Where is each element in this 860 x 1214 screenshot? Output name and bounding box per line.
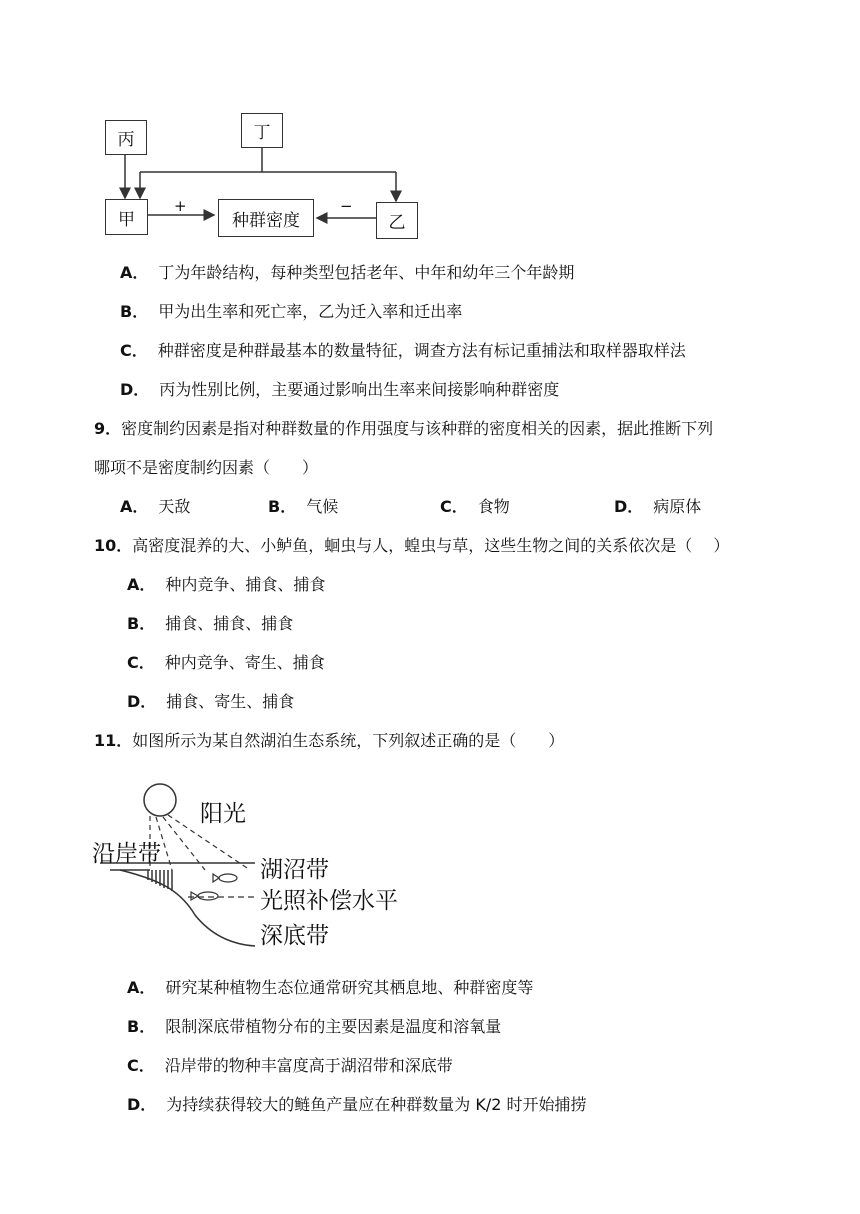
fish-icon <box>213 874 237 882</box>
q9-stem-line1 <box>94 416 713 439</box>
box-yi: 乙 <box>376 202 418 239</box>
option-key: D． <box>127 1095 157 1114</box>
q8-option-d <box>120 377 559 400</box>
option-key: D． <box>127 692 157 711</box>
q8-option-a <box>120 260 574 283</box>
option-key: C． <box>127 653 155 672</box>
q11-option-b <box>127 1014 501 1037</box>
option-text: 种内竞争、捕食、捕食 <box>165 575 326 594</box>
option-key: B． <box>268 497 297 516</box>
option-text: 食物 <box>477 497 510 516</box>
box-ding: 丁 <box>241 113 283 148</box>
plus-sign: + <box>174 197 187 215</box>
question-text: 如图所示为某自然湖泊生态系统，下列叙述正确的是（ ） <box>132 731 565 750</box>
option-text: 研究某种植物生态位通常研究其栖息地、种群密度等 <box>165 978 534 997</box>
lake-bottom <box>120 870 255 946</box>
option-key: C． <box>127 1056 155 1075</box>
q11-option-d <box>127 1092 587 1115</box>
q9-stem-line2: 哪项不是密度制约因素（ ） <box>94 458 319 477</box>
option-key: B． <box>127 614 156 633</box>
option-key: A． <box>127 978 156 997</box>
option-key: A． <box>120 497 149 516</box>
fish-icon <box>191 892 218 900</box>
option-key: C． <box>440 497 468 516</box>
option-key: D． <box>614 497 644 516</box>
q10-stem <box>94 533 729 556</box>
option-key: C． <box>120 341 148 360</box>
q8-option-b <box>120 299 462 322</box>
label-deep-zone: 深底带 <box>260 923 329 949</box>
option-key: A． <box>127 575 156 594</box>
option-text: 捕食、捕食、捕食 <box>165 614 294 633</box>
q9-option-c <box>440 494 510 517</box>
box-jia: 甲 <box>105 199 148 235</box>
sun-icon <box>144 784 176 816</box>
option-key: B． <box>127 1017 156 1036</box>
q9-option-b <box>268 494 338 517</box>
option-key: A． <box>120 263 149 282</box>
shore-plants-icon <box>148 870 172 891</box>
question-text: 密度制约因素是指对种群数量的作用强度与该种群的密度相关的因素，据此推断下列 <box>121 419 714 438</box>
box-bing: 丙 <box>105 120 147 155</box>
box-density: 种群密度 <box>218 199 314 237</box>
q11-option-a <box>127 975 533 998</box>
option-text: 捕食、寄生、捕食 <box>166 692 295 711</box>
q11-stem <box>94 728 564 751</box>
q9-option-a <box>120 494 190 517</box>
label-compensation-level: 光照补偿水平 <box>260 888 398 914</box>
q10-option-d <box>127 689 294 712</box>
minus-sign: − <box>340 197 353 215</box>
label-marsh-zone: 湖沼带 <box>260 857 329 883</box>
q9-option-d <box>614 494 701 517</box>
option-key: B． <box>120 302 149 321</box>
option-text: 气候 <box>306 497 339 516</box>
q10-option-a <box>127 572 325 595</box>
label-shore-zone: 沿岸带 <box>92 841 161 867</box>
q10-option-c <box>127 650 325 673</box>
option-text: 丁为年龄结构，每种类型包括老年、中年和幼年三个年龄期 <box>158 263 575 282</box>
option-text: 为持续获得较大的鲢鱼产量应在种群数量为 K/2 时开始捕捞 <box>166 1095 587 1114</box>
question-number: 11． <box>94 731 133 750</box>
option-text: 种群密度是种群最基本的数量特征，调查方法有标记重捕法和取样器取样法 <box>157 341 686 360</box>
question-number: 9． <box>94 419 122 438</box>
option-text: 丙为性别比例，主要通过影响出生率来间接影响种群密度 <box>159 380 560 399</box>
option-key: D． <box>120 380 150 399</box>
q11-option-c <box>127 1053 453 1076</box>
q8-option-c <box>120 338 686 361</box>
option-text: 病原体 <box>653 497 702 516</box>
option-text: 甲为出生率和死亡率，乙为迁入率和迁出率 <box>158 302 463 321</box>
label-sunlight: 阳光 <box>200 801 246 827</box>
question-number: 10． <box>94 536 133 555</box>
option-text: 限制深底带植物分布的主要因素是温度和溶氧量 <box>165 1017 502 1036</box>
option-text: 种内竞争、寄生、捕食 <box>164 653 325 672</box>
q10-option-b <box>127 611 293 634</box>
option-text: 沿岸带的物种丰富度高于湖沼带和深底带 <box>164 1056 453 1075</box>
question-text: 高密度混养的大、小鲈鱼，蛔虫与人，蝗虫与草，这些生物之间的关系依次是（ ） <box>132 536 730 555</box>
option-text: 天敌 <box>158 497 191 516</box>
